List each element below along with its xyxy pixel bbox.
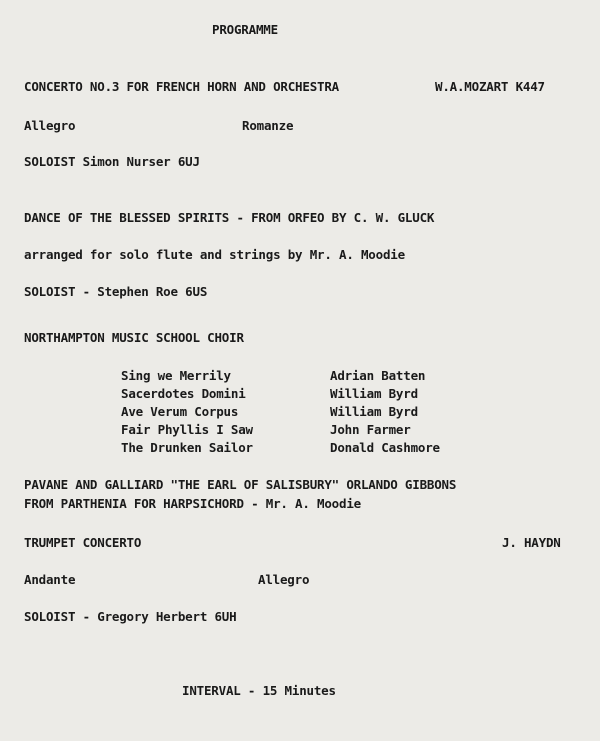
choir-song-composer: Donald Cashmore: [330, 440, 440, 455]
choir-song-composer: Adrian Batten: [330, 368, 426, 383]
pavane-line-2: FROM PARTHENIA FOR HARPSICHORD - Mr. A. Moodie: [24, 496, 361, 511]
programme-heading: PROGRAMME: [212, 22, 278, 37]
choir-song: Sacerdotes Domini: [121, 386, 246, 401]
trumpet-title: TRUMPET CONCERTO: [24, 535, 142, 550]
choir-song-composer: William Byrd: [330, 386, 418, 401]
pavane-line-1: PAVANE AND GALLIARD "THE EARL OF SALISBURY" ORLANDO GIBBONS: [24, 477, 457, 492]
choir-song: Sing we Merrily: [121, 368, 231, 383]
trumpet-composer: J. HAYDN: [502, 535, 561, 550]
trumpet-soloist: SOLOIST - Gregory Herbert 6UH: [24, 609, 237, 624]
dance-soloist: SOLOIST - Stephen Roe 6US: [24, 284, 208, 299]
concerto3-movement-1: Allegro: [24, 118, 76, 133]
interval-note: INTERVAL - 15 Minutes: [182, 683, 336, 698]
trumpet-movement-1: Andante: [24, 572, 76, 587]
concerto3-movement-2: Romanze: [242, 118, 294, 133]
choir-song: Ave Verum Corpus: [121, 404, 239, 419]
dance-arranged: arranged for solo flute and strings by Mr. A. Moodie: [24, 247, 405, 262]
choir-title: NORTHAMPTON MUSIC SCHOOL CHOIR: [24, 330, 244, 345]
choir-song: The Drunken Sailor: [121, 440, 253, 455]
concerto3-title: CONCERTO NO.3 FOR FRENCH HORN AND ORCHESTRA: [24, 79, 340, 94]
concerto3-composer: W.A.MOZART K447: [435, 79, 545, 94]
choir-song-composer: John Farmer: [330, 422, 411, 437]
trumpet-movement-2: Allegro: [258, 572, 310, 587]
choir-song: Fair Phyllis I Saw: [121, 422, 253, 437]
choir-song-composer: William Byrd: [330, 404, 418, 419]
dance-title: DANCE OF THE BLESSED SPIRITS - FROM ORFEO BY C. W. GLUCK: [24, 210, 435, 225]
concerto3-soloist: SOLOIST Simon Nurser 6UJ: [24, 154, 200, 169]
